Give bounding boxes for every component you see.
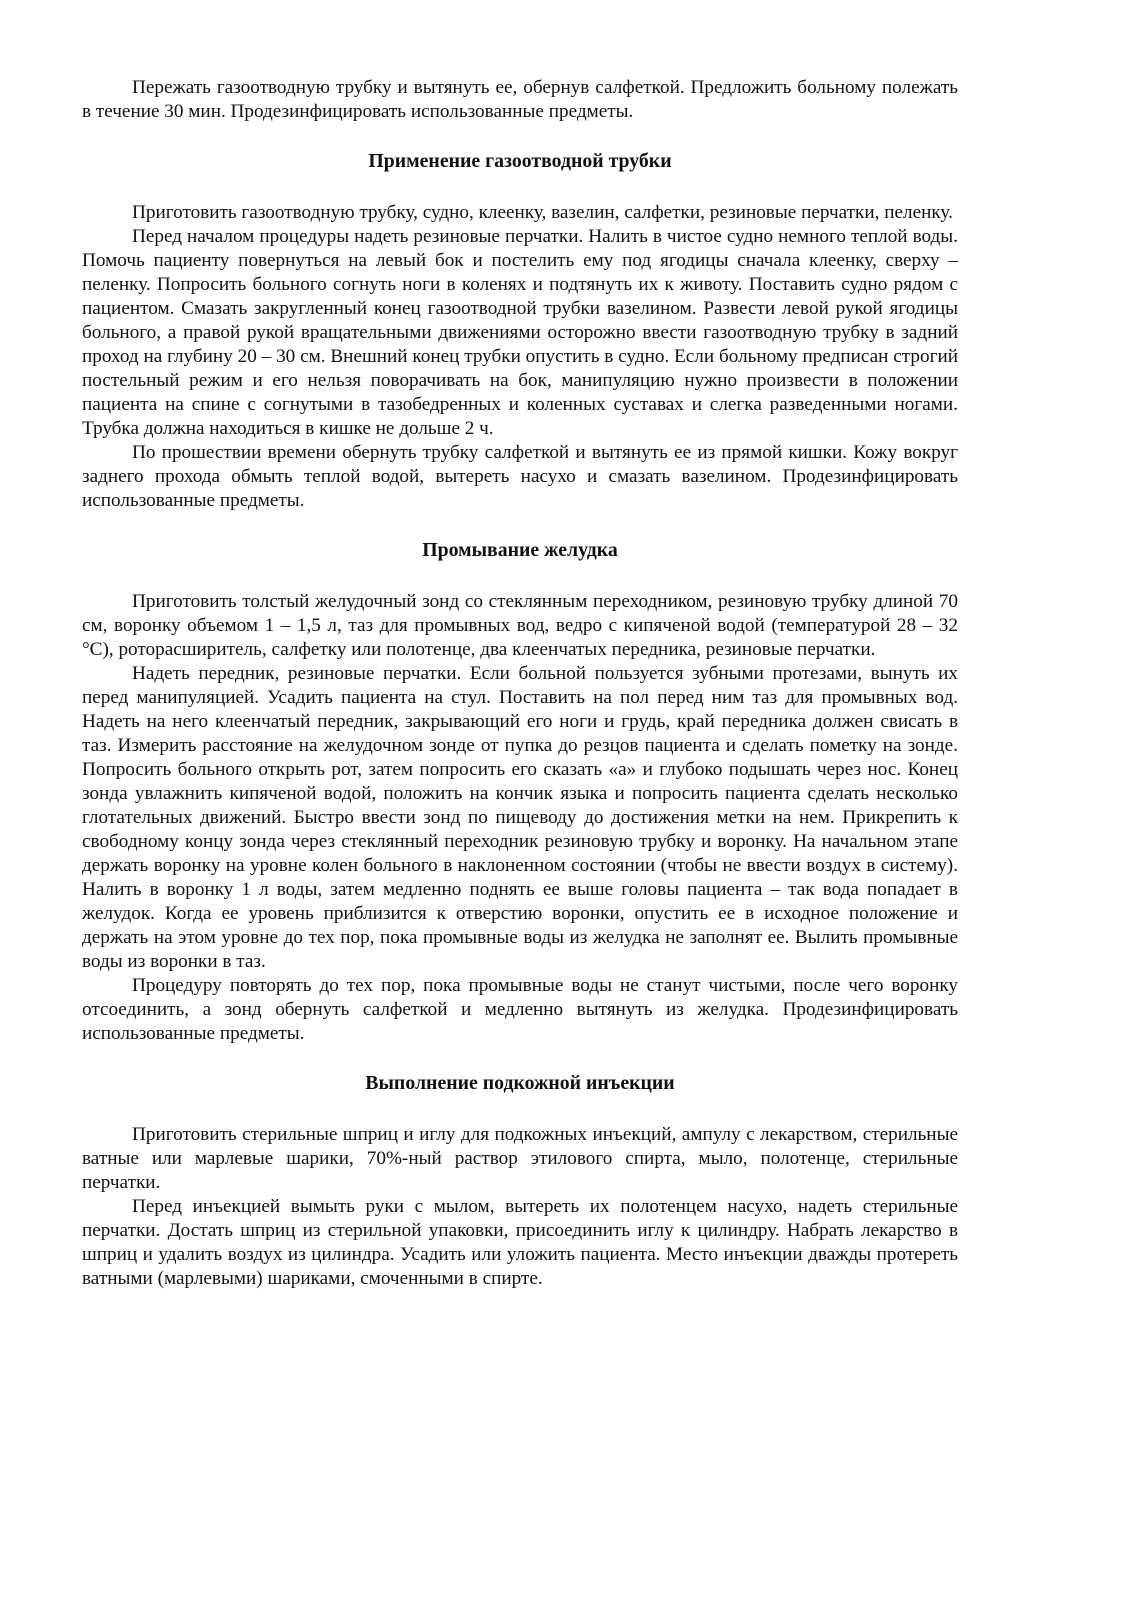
gastric-lavage-paragraph-3: Процедуру повторять до тех пор, пока промывные воды не станут чистыми, после чего воронку отсоединить, а зонд обернуть салфеткой и медленно вытянуть из желудка. Продезинфицировать использованные предметы. bbox=[82, 975, 958, 1044]
gastric-lavage-paragraph-2: Надеть передник, резиновые перчатки. Если больной пользуется зубными протезами, вынуть их перед манипуляцией. Усадить пациента на стул. Поставить на пол перед ним таз для промывных вод. Надеть на него клеенчатый передник, закрывающий его ноги и грудь, край передника должен свисать в таз. Измерить расстояние на желудочном зонде от пупка до резцов пациента и сделать пометку на зонде. Попросить больного открыть рот, затем попросить его сказать «а» и глубоко подышать через нос. Конец зонда увлажнить кипяченой водой, положить на кончик языка и попросить пациента сделать несколько глотательных движений. Быстро ввести зонд по пищеводу до достижения метки на нем. Прикрепить к свободному концу зонда через стеклянный переходник резиновую трубку и воронку. На начальном этапе держать воронку на уровне колен больного в наклоненном состоянии (чтобы не ввести воздух в систему). Налить в воронку 1 л воды, затем медленно поднять ее выше головы пациента – так вода попадает в желудок. Когда ее уровень приблизится к отверстию воронки, опустить ее в исходное положение и держать на этом уровне до тех пор, пока промывные воды из желудка не заполнят ее. Вылить промывные воды из воронки в таз. bbox=[82, 663, 958, 972]
subcutaneous-paragraph-2: Перед инъекцией вымыть руки с мылом, вытереть их полотенцем насухо, надеть стерильные перчатки. Достать шприц из стерильной упаковки, присоединить иглу к цилиндру. Набрать лекарство в шприц и удалить воздух из цилиндра. Усадить или уложить пациента. Место инъекции дважды протереть ватными (марлевыми) шариками, смоченными в спирте. bbox=[82, 1196, 958, 1289]
section-title-gastric-lavage: Промывание желудка bbox=[422, 539, 618, 561]
gastric-lavage-paragraph-1: Приготовить толстый желудочный зонд со стеклянным переходником, резиновую трубку длиной 70 см, воронку объемом 1 – 1,5 л, таз для промывных вод, ведро с кипяченой водой (температурой 28 – 32 °С), роторасширитель, салфетку или полотенце, два клеенчатых передника, резиновые перчатки. bbox=[82, 591, 958, 660]
section-title-gas-tube: Применение газоотводной трубки bbox=[368, 150, 672, 172]
gas-tube-paragraph-3: По прошествии времени обернуть трубку салфеткой и вытянуть ее из прямой кишки. Кожу вокруг заднего прохода обмыть теплой водой, вытереть насухо и смазать вазелином. Продезинфицировать использованные предметы. bbox=[82, 442, 958, 511]
section-title-subcutaneous-injection: Выполнение подкожной инъекции bbox=[365, 1072, 675, 1094]
document-page bbox=[82, 76, 958, 1291]
gas-tube-paragraph-2: Перед началом процедуры надеть резиновые перчатки. Налить в чистое судно немного теплой воды. Помочь пациенту повернуться на левый бок и постелить ему под ягодицы сначала клеенку, сверху – пеленку. Попросить больного согнуть ноги в коленях и подтянуть их к животу. Поставить судно рядом с пациентом. Смазать закругленный конец газоотводной трубки вазелином. Развести левой рукой ягодицы больного, а правой рукой вращательными движениями осторожно ввести газоотводную трубку в задний проход на глубину 20 – 30 см. Внешний конец трубки опустить в судно. Если больному предписан строгий постельный режим и его нельзя поворачивать на бок, манипуляцию нужно произвести в положении пациента на спине с согнутыми в тазобедренных и коленных суставах и слегка разведенными ногами. Трубка должна находиться в кишке не дольше 2 ч. bbox=[82, 226, 958, 439]
intro-paragraph: Пережать газоотводную трубку и вытянуть ее, обернув салфеткой. Предложить больному полежать в течение 30 мин. Продезинфицировать использованные предметы. bbox=[82, 77, 958, 122]
subcutaneous-paragraph-1: Приготовить стерильные шприц и иглу для подкожных инъекций, ампулу с лекарством, стерильные ватные или марлевые шарики, 70%-ный раствор этилового спирта, мыло, полотенце, стерильные перчатки. bbox=[82, 1124, 958, 1193]
gas-tube-paragraph-1: Приготовить газоотводную трубку, судно, клеенку, вазелин, салфетки, резиновые перчатки, пеленку. bbox=[132, 202, 953, 223]
